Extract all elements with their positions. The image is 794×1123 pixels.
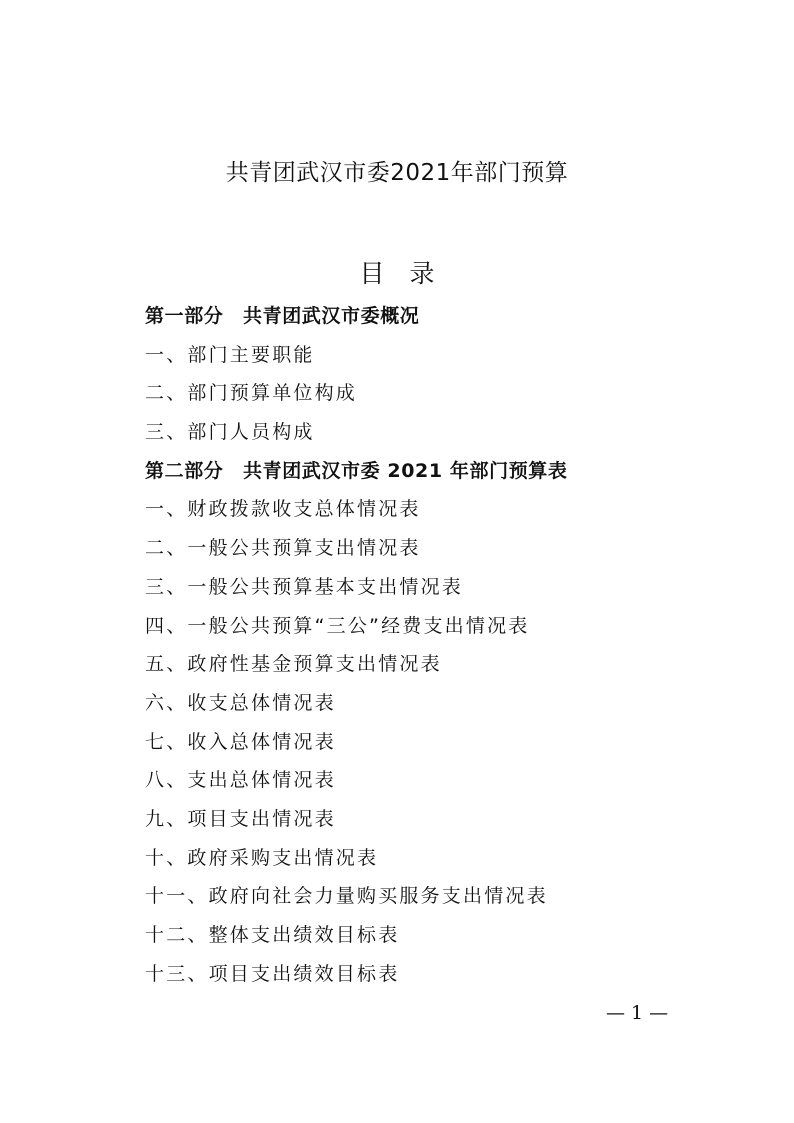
toc-item: 四、一般公共预算“三公”经费支出情况表 [145,614,530,637]
page-title: 共青团武汉市委2021年部门预算 [225,160,569,186]
toc-part-2: 第二部分 共青团武汉市委 2021 年部门预算表 [145,459,568,482]
toc-item: 八、支出总体情况表 [145,769,336,792]
toc-item: 三、部门人员构成 [145,421,315,444]
toc-item: 十、政府采购支出情况表 [145,846,379,869]
toc-item: 七、收入总体情况表 [145,730,336,753]
toc-item: 十一、政府向社会力量购买服务支出情况表 [145,885,548,908]
toc-item: 二、一般公共预算支出情况表 [145,537,421,560]
toc-item: 六、收支总体情况表 [145,691,336,714]
toc-item: 一、部门主要职能 [145,343,315,366]
toc-item: 十二、整体支出绩效目标表 [145,924,400,946]
toc-heading: 目 录 [359,259,435,288]
toc-item: 一、财政拨款收支总体情况表 [145,498,421,521]
toc-item: 九、项目支出情况表 [145,807,336,830]
toc-item: 二、部门预算单位构成 [145,382,358,405]
toc-item: 三、一般公共预算基本支出情况表 [145,575,464,598]
table-of-contents [145,299,705,995]
toc-item: 五、政府性基金预算支出情况表 [145,653,442,676]
toc-item: 十三、项目支出绩效目标表 [145,962,400,985]
page-number: — 1 — [606,1002,669,1024]
toc-part-1: 第一部分 共青团武汉市委概况 [145,305,420,327]
